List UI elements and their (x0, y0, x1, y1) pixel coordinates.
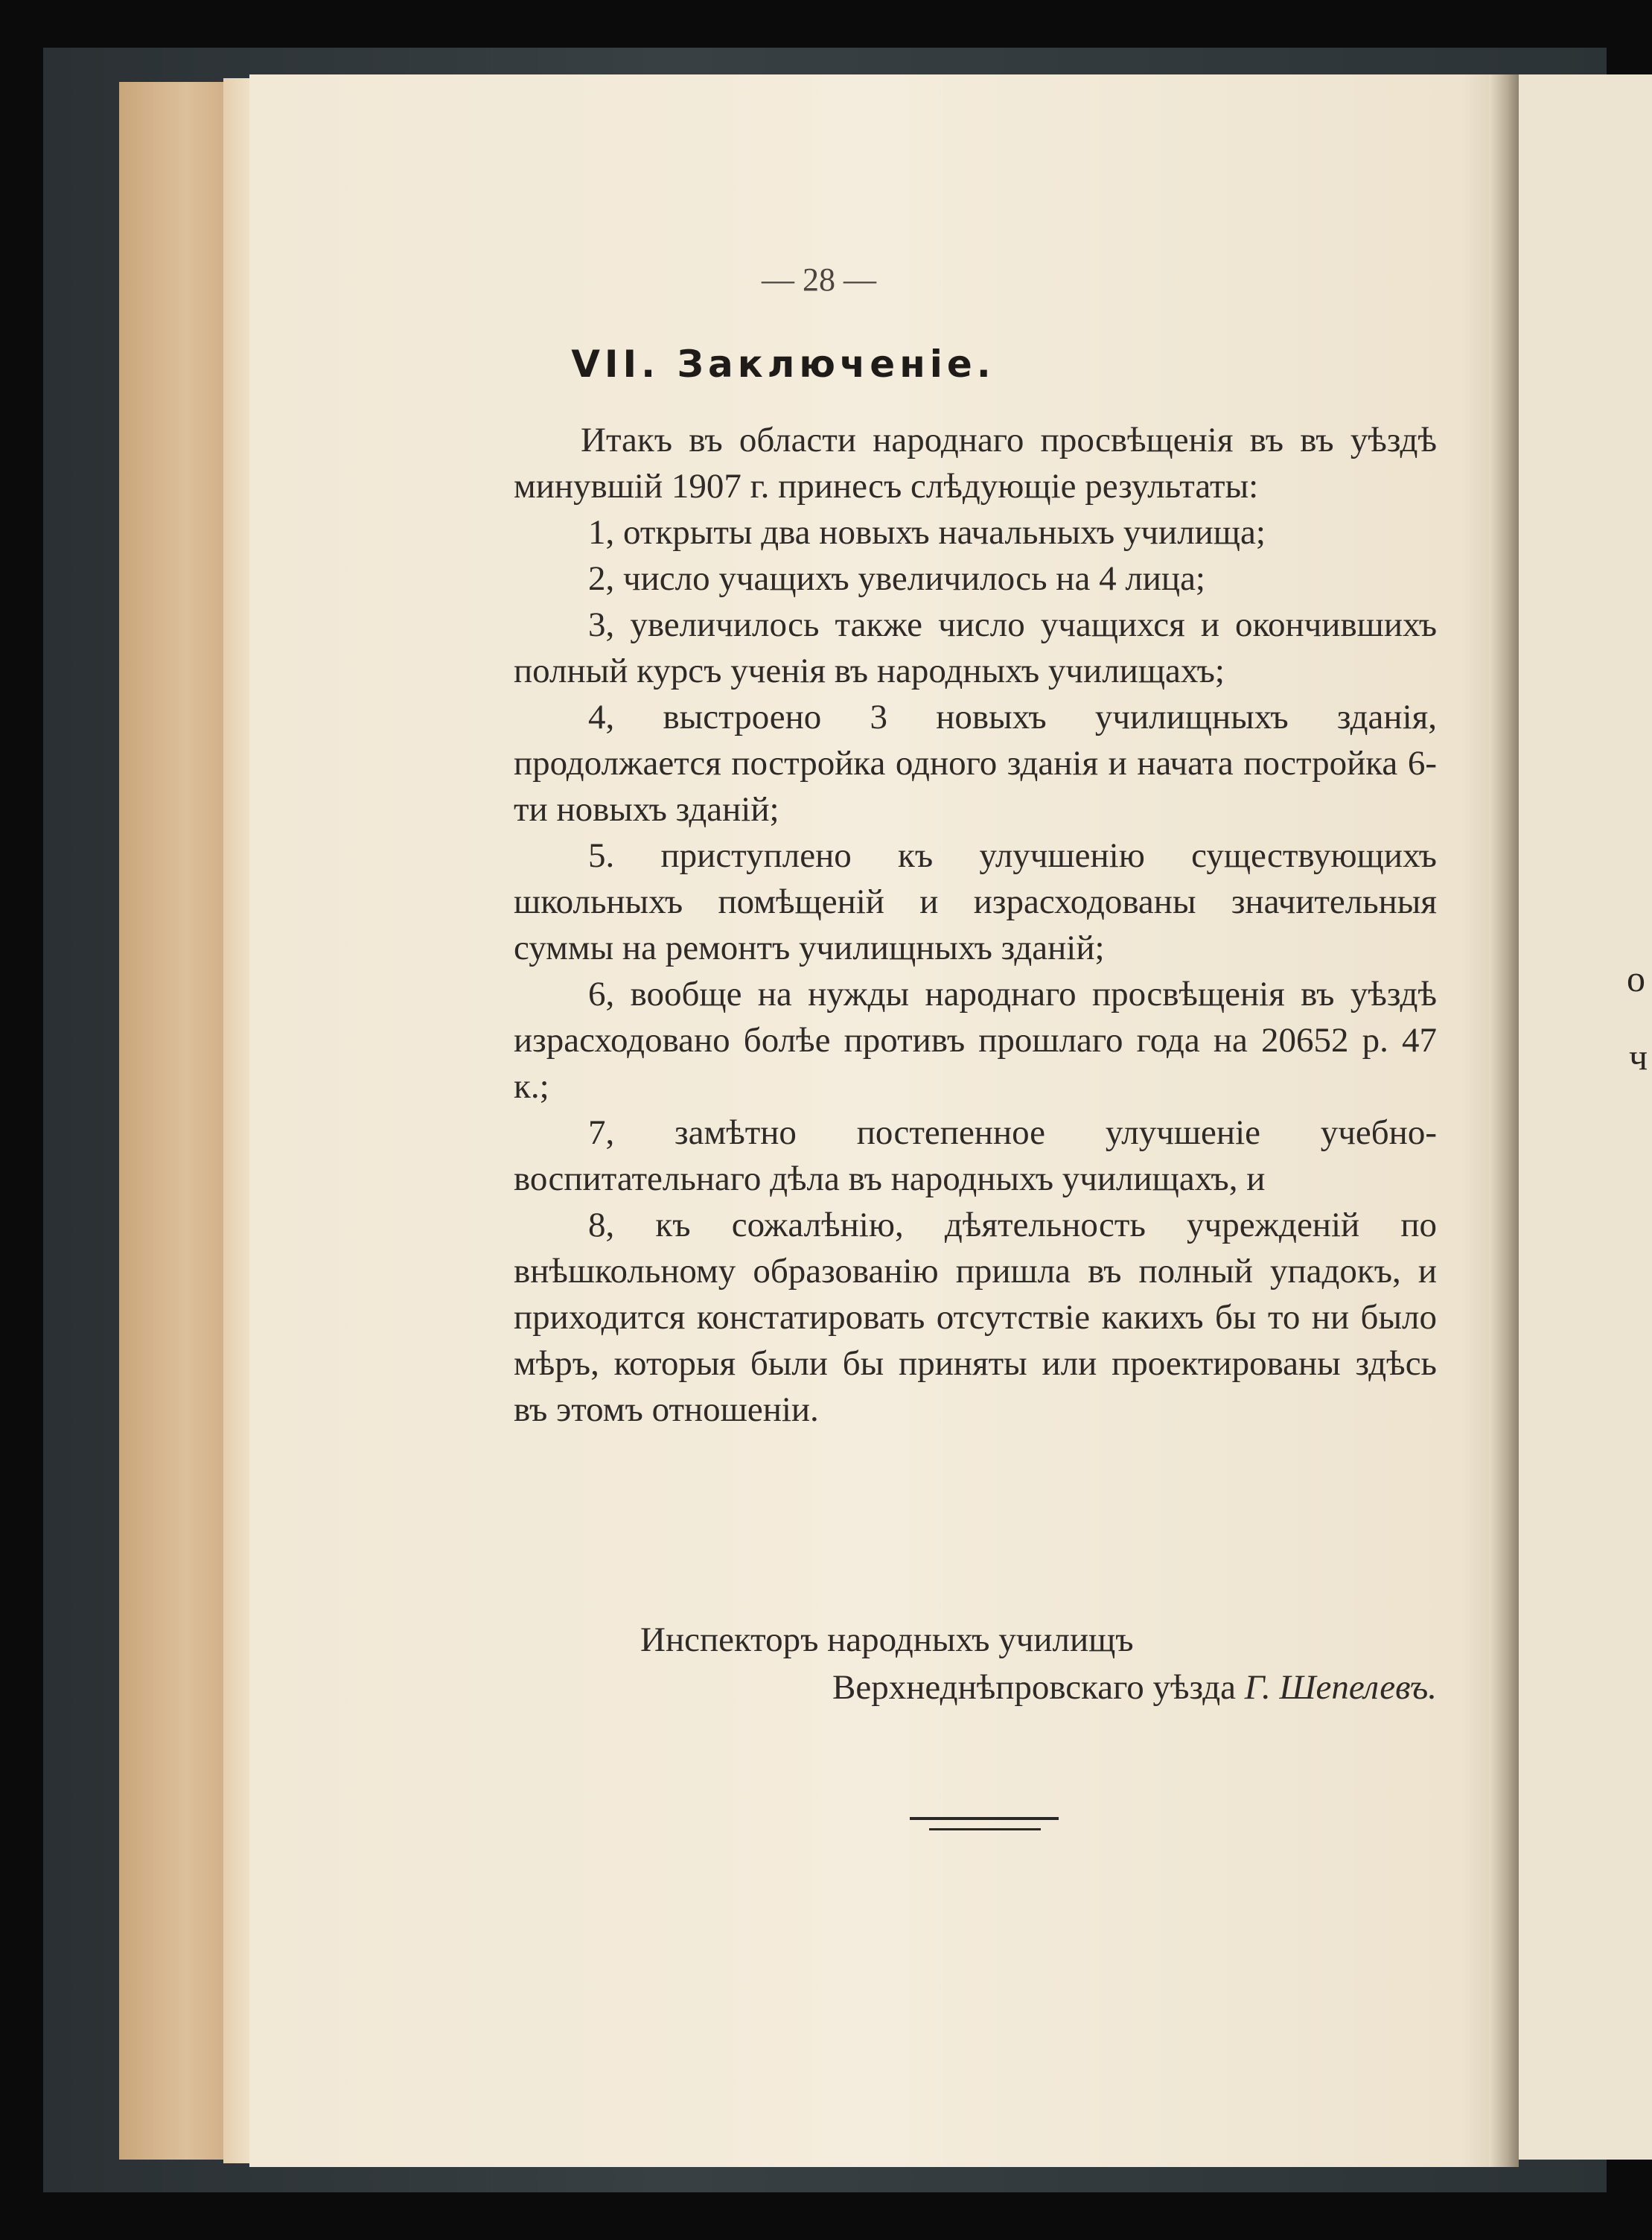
signature-name: Г. Шепелевъ. (1244, 1668, 1437, 1707)
page-gutter (1489, 74, 1519, 2167)
end-rule-top (910, 1817, 1059, 1820)
end-rule-bottom (929, 1828, 1041, 1830)
facing-page (1511, 74, 1652, 2160)
facing-page-glyph: о (1627, 958, 1645, 999)
list-item: 7, замѣтно постепенное улучшеніе учебно-воспитательнаго дѣла въ народныхъ училищахъ, и (514, 1113, 1437, 1198)
signature-district (514, 1664, 1437, 1711)
list-item: 8, къ сожалѣнію, дѣятельность учрежденій по внѣшкольному образованію пришла въ полный упадокъ, и приходится констатировать отсутствіе какихъ бы то ни было мѣръ, которыя были бы приняты или проектированы здѣсь въ этомъ отношеніи. (514, 1206, 1437, 1429)
intro-paragraph: Итакъ въ области народнаго просвѣщенія въ въ уѣздѣ минувшій 1907 г. принесъ слѣдующіе результаты: (514, 421, 1437, 506)
chapter-title: VII. Заключеніе. (571, 343, 995, 386)
page-edge (119, 82, 231, 2160)
list-item: 3, увеличилось также число учащихся и окончившихъ полный курсъ ученія въ народныхъ училищахъ; (514, 605, 1437, 690)
body-text (514, 417, 1437, 1433)
page-edge-inner (223, 78, 253, 2163)
page-number: — 28 — (762, 261, 876, 298)
facing-page-glyph: ч (1629, 1036, 1648, 1078)
list-item: 2, число учащихъ увеличилось на 4 лица; (588, 559, 1205, 598)
list-item: 1, открыты два новыхъ начальныхъ училища; (588, 513, 1266, 552)
list-item: 5. приступлено къ улучшенію существующихъ школьныхъ помѣщеній и израсходованы значительныя суммы на ремонтъ училищныхъ зданій; (514, 836, 1437, 967)
signature-district-label: Верхнеднѣпровскаго уѣзда (832, 1668, 1237, 1707)
signature-title: Инспекторъ народныхъ училищъ (640, 1620, 1134, 1659)
list-item: 6, вообще на нужды народнаго просвѣщенія въ уѣздѣ израсходовано болѣе противъ прошлаго года на 20652 р. 47 к.; (514, 975, 1437, 1106)
signature-block (514, 1616, 1437, 1711)
list-item: 4, выстроено 3 новыхъ училищныхъ зданія, продолжается постройка одного зданія и начата постройка 6-ти новыхъ зданій; (514, 698, 1437, 829)
